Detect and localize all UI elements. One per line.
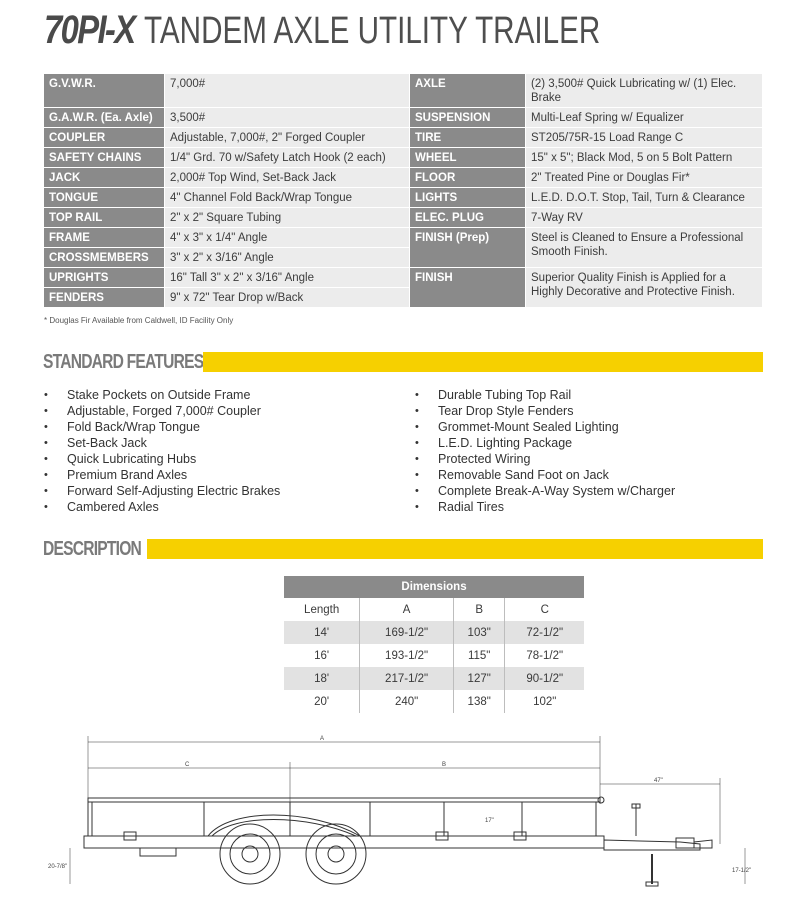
list-item: • Durable Tubing Top Rail	[415, 387, 675, 403]
list-item: • Set-Back Jack	[44, 435, 280, 451]
spec-row	[44, 268, 763, 288]
table-cell: 16'	[314, 649, 330, 662]
list-item: • Stake Pockets on Outside Frame	[44, 387, 280, 403]
spec-label: ELEC. PLUG	[410, 208, 526, 228]
spec-value: ST205/75R-15 Load Range C	[526, 128, 763, 148]
description-header	[43, 538, 763, 560]
list-item: • Tear Drop Style Fenders	[415, 403, 675, 419]
table-cell: 20'	[314, 695, 330, 708]
spec-value: 2,000# Top Wind, Set-Back Jack	[165, 168, 410, 188]
list-item: • Forward Self-Adjusting Electric Brakes	[44, 483, 280, 499]
description-heading: DESCRIPTION	[43, 538, 142, 560]
spec-label: UPRIGHTS	[44, 268, 165, 288]
table-cell: 169-1/2"	[360, 621, 454, 644]
list-item: • Radial Tires	[415, 499, 675, 515]
spec-value: Superior Quality Finish is Applied for a Highly Decorative and Protective Finish.	[526, 268, 763, 308]
table-row	[284, 644, 584, 667]
table-cell: 78-1/2"	[505, 644, 584, 667]
dimensions-title: Dimensions	[284, 576, 584, 598]
label-17: 17"	[485, 818, 494, 824]
spec-row	[44, 148, 763, 168]
table-cell: 127"	[453, 667, 505, 690]
spec-row	[44, 108, 763, 128]
spec-value: 4" x 3" x 1/4" Angle	[165, 228, 410, 248]
product-name: TANDEM AXLE UTILITY TRAILER	[144, 10, 601, 52]
spec-value: Adjustable, 7,000#, 2" Forged Coupler	[165, 128, 410, 148]
spec-label: WHEEL	[410, 148, 526, 168]
label-a: A	[320, 736, 325, 742]
table-cell: 72-1/2"	[505, 621, 584, 644]
table-row	[284, 667, 584, 690]
yellow-bar	[203, 352, 763, 372]
spec-value: 3" x 2" x 3/16" Angle	[165, 248, 410, 268]
spec-label: TOP RAIL	[44, 208, 165, 228]
table-cell: 193-1/2"	[360, 644, 454, 667]
table-cell: 240"	[360, 690, 454, 713]
spec-label: FENDERS	[44, 288, 165, 308]
features-right-column	[415, 387, 675, 515]
table-cell: 18'	[284, 667, 360, 690]
spec-value: 16" Tall 3" x 2" x 3/16" Angle	[165, 268, 410, 288]
spec-value: 7,000#	[165, 74, 410, 108]
spec-label: CROSSMEMBERS	[44, 248, 165, 268]
spec-value: 2" x 2" Square Tubing	[165, 208, 410, 228]
spec-row	[44, 228, 763, 248]
list-item: • Fold Back/Wrap Tongue	[44, 419, 280, 435]
list-item: • Premium Brand Axles	[44, 467, 280, 483]
page-title	[44, 8, 729, 56]
spec-table	[43, 73, 763, 308]
yellow-bar	[147, 539, 763, 559]
spec-label: G.A.W.R. (Ea. Axle)	[44, 108, 165, 128]
list-item: • Protected Wiring	[415, 451, 675, 467]
dimensions-header-row	[284, 598, 584, 621]
model-number: 70PI-X	[44, 8, 135, 52]
label-c: C	[185, 762, 190, 768]
spec-label: LIGHTS	[410, 188, 526, 208]
spec-value: 15" x 5"; Black Mod, 5 on 5 Bolt Pattern	[526, 148, 763, 168]
spec-value: (2) 3,500# Quick Lubricating w/ (1) Elec. Brake	[526, 74, 763, 108]
spec-value: L.E.D. D.O.T. Stop, Tail, Turn & Clearance	[526, 188, 763, 208]
spec-label: FRAME	[44, 228, 165, 248]
spec-row	[44, 74, 763, 108]
spec-value: 2" Treated Pine or Douglas Fir*	[526, 168, 763, 188]
spec-value: 4" Channel Fold Back/Wrap Tongue	[165, 188, 410, 208]
spec-label: AXLE	[410, 74, 526, 108]
spec-value: Steel is Cleaned to Ensure a Professional Smooth Finish.	[526, 228, 763, 268]
table-cell: 217-1/2"	[360, 667, 454, 690]
table-cell: 90-1/2"	[505, 667, 584, 690]
standard-features-header	[43, 351, 763, 373]
spec-value: 1/4" Grd. 70 w/Safety Latch Hook (2 each)	[165, 148, 410, 168]
table-cell: 102"	[505, 690, 584, 713]
spec-label: COUPLER	[44, 128, 165, 148]
standard-features-heading: STANDARD FEATURES	[43, 351, 204, 373]
spec-row	[44, 208, 763, 228]
features-left-column	[44, 387, 280, 515]
spec-row	[44, 128, 763, 148]
table-row	[284, 690, 584, 713]
list-item: • Adjustable, Forged 7,000# Coupler	[44, 403, 280, 419]
table-cell: 103"	[453, 621, 505, 644]
list-item: • L.E.D. Lighting Package	[415, 435, 675, 451]
label-b: B	[442, 762, 447, 768]
spec-value: 3,500#	[165, 108, 410, 128]
spec-value: 7-Way RV	[526, 208, 763, 228]
spec-label: SAFETY CHAINS	[44, 148, 165, 168]
label-20: 20-7/8"	[48, 864, 68, 870]
list-item: • Grommet-Mount Sealed Lighting	[415, 419, 675, 435]
spec-value: Multi-Leaf Spring w/ Equalizer	[526, 108, 763, 128]
dimensions-table	[284, 576, 584, 713]
list-item: • Removable Sand Foot on Jack	[415, 467, 675, 483]
list-item: • Quick Lubricating Hubs	[44, 451, 280, 467]
spec-label: TIRE	[410, 128, 526, 148]
table-cell: 115"	[453, 644, 505, 667]
spec-label: FINISH (Prep)	[410, 228, 526, 268]
table-cell: 14'	[284, 621, 360, 644]
spec-label: FINISH	[410, 268, 526, 308]
column-header: C	[505, 598, 584, 621]
spec-row	[44, 168, 763, 188]
spec-value: 9" x 72" Tear Drop w/Back	[165, 288, 410, 308]
spec-label: FLOOR	[410, 168, 526, 188]
column-header: Length	[304, 603, 340, 616]
spec-label: JACK	[44, 168, 165, 188]
spec-label: SUSPENSION	[410, 108, 526, 128]
label-17b: 17-1/2"	[732, 868, 752, 874]
label-47: 47"	[654, 778, 663, 784]
trailer-drawing	[40, 724, 760, 907]
list-item: • Complete Break-A-Way System w/Charger	[415, 483, 675, 499]
list-item: • Cambered Axles	[44, 499, 280, 515]
column-header: B	[453, 598, 505, 621]
table-row	[284, 621, 584, 644]
spec-label: G.V.W.R.	[44, 74, 165, 108]
column-header: A	[360, 598, 454, 621]
spec-row	[44, 188, 763, 208]
spec-label: TONGUE	[44, 188, 165, 208]
table-cell: 138"	[453, 690, 505, 713]
footnote: * Douglas Fir Available from Caldwell, ID Facility Only	[44, 316, 234, 325]
